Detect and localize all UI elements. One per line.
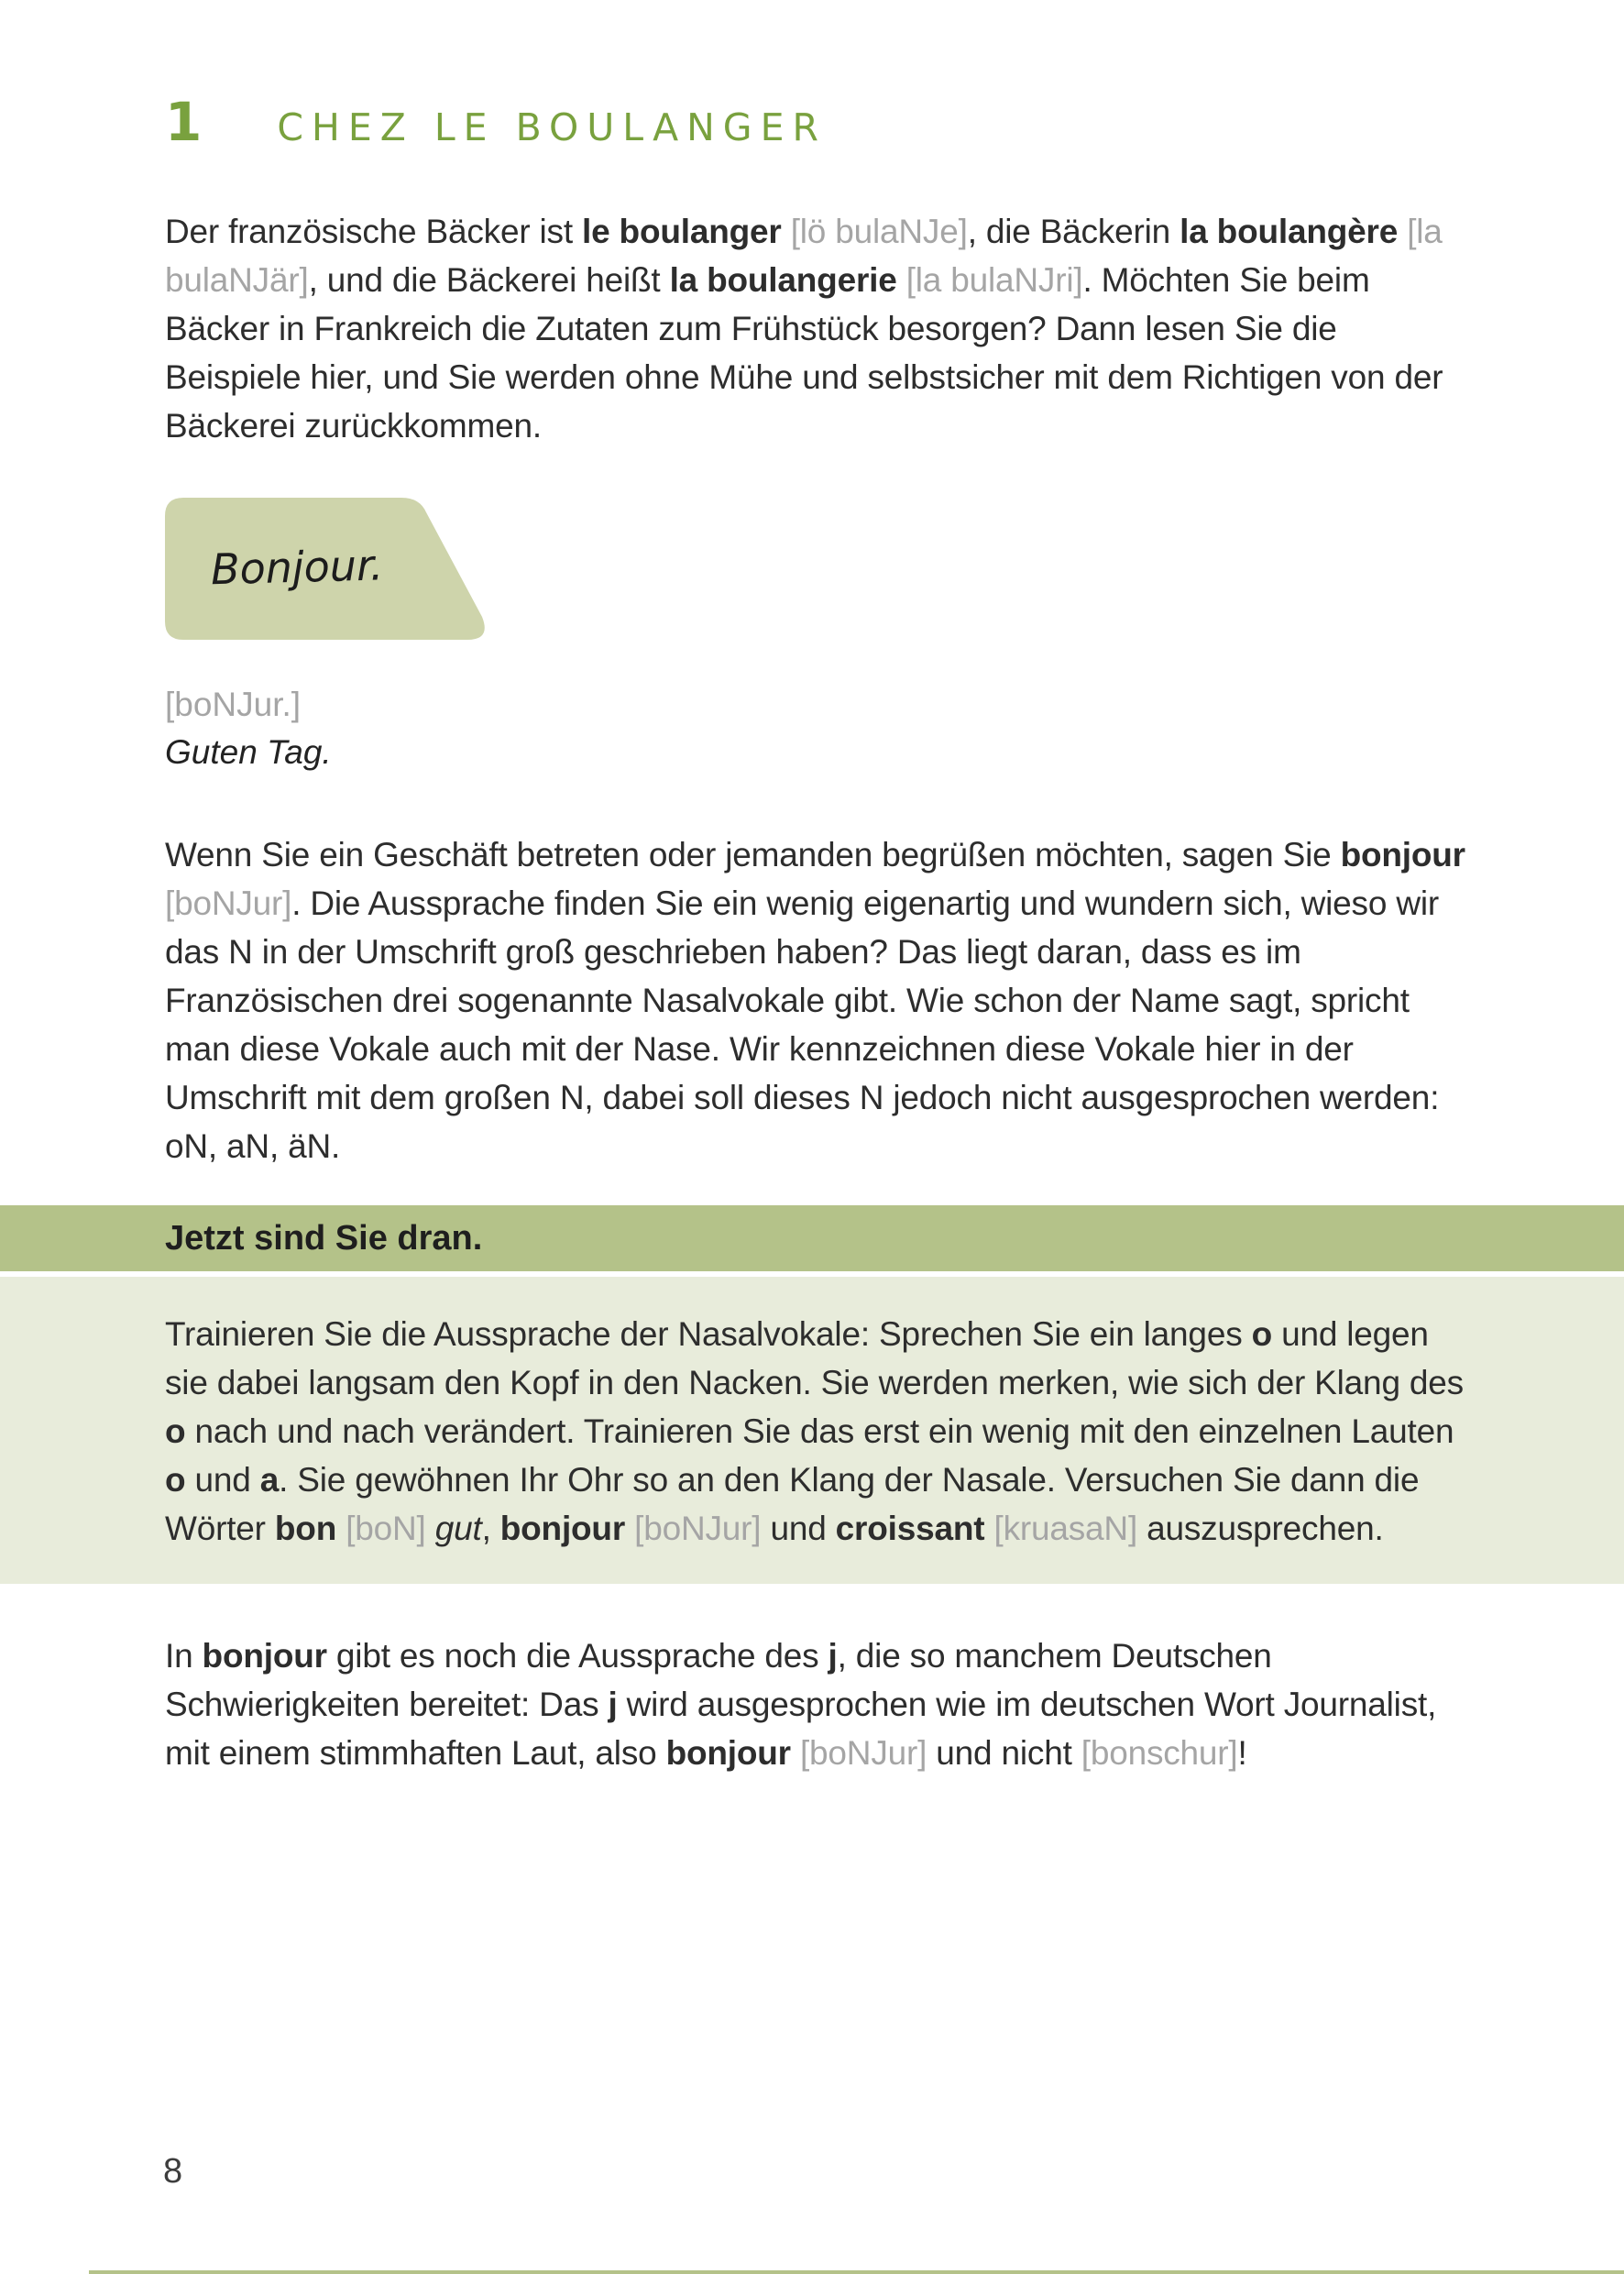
bubble-phonetic: [boNJur.]: [165, 686, 302, 723]
final-paragraph: In bonjour gibt es noch die Aussprache des j, die so manchem Deutschen Schwierigkeiten bereitet: Das j wird ausgesprochen wie im deutschen Wort Journalist, mit einem stimmhaften Laut, also bonjour [boNJur] und nicht [bonschur]!: [165, 1637, 1437, 1772]
chapter-title: CHEZ LE BOULANGER: [277, 105, 827, 149]
page-number: 8: [163, 2152, 183, 2191]
bubble-translation: Guten Tag.: [165, 733, 332, 771]
exercise-heading-band: [0, 1205, 1624, 1271]
chapter-number: 1: [165, 91, 203, 153]
exercise-body-band: [0, 1277, 1624, 1584]
bottom-rule: [89, 2270, 1624, 2274]
speech-bubble: [165, 498, 488, 640]
chapter-header: [165, 91, 1466, 153]
speech-bubble-text: Bonjour.: [210, 539, 384, 594]
intro-paragraph: Der französische Bäcker ist le boulanger [lö bulaNJe], die Bäckerin la boulangère [la bulaNJär], und die Bäckerei heißt la boulangerie [la bulaNJri]. Möchten Sie beim Bäcker in Frankreich die Zutaten zum Frühstück besorgen? Dann lesen Sie die Beispiele hier, und Sie werden ohne Mühe und selbstsicher mit dem Richtigen von der Bäckerei zurückkommen.: [165, 213, 1443, 445]
main-paragraph: Wenn Sie ein Geschäft betreten oder jemanden begrüßen möchten, sagen Sie bonjour [boNJur]. Die Aussprache finden Sie ein wenig eigenartig und wundern sich, wieso wir das N in der Umschrift groß geschrieben haben? Das liegt daran, dass es im Französischen drei sogenannte Nasalvokale gibt. Wie schon der Name sagt, spricht man diese Vokale auch mit der Nase. Wir kennzeichnen diese Vokale hier in der Umschrift mit dem großen N, dabei soll dieses N jedoch nicht ausgesprochen werden: oN, aN, äN.: [165, 836, 1465, 1165]
exercise-heading: Jetzt sind Sie dran.: [165, 1218, 483, 1258]
exercise-paragraph: Trainieren Sie die Aussprache der Nasalvokale: Sprechen Sie ein langes o und legen sie dabei langsam den Kopf in den Nacken. Sie werden merken, wie sich der Klang des o nach und nach verändert. Trainieren Sie das erst ein wenig mit den einzelnen Lauten o und a. Sie gewöhnen Ihr Ohr so an den Klang der Nasale. Versuchen Sie dann die Wörter bon [boN] gut, bonjour [boNJur] und croissant [kruasaN] auszusprechen.: [165, 1315, 1464, 1547]
